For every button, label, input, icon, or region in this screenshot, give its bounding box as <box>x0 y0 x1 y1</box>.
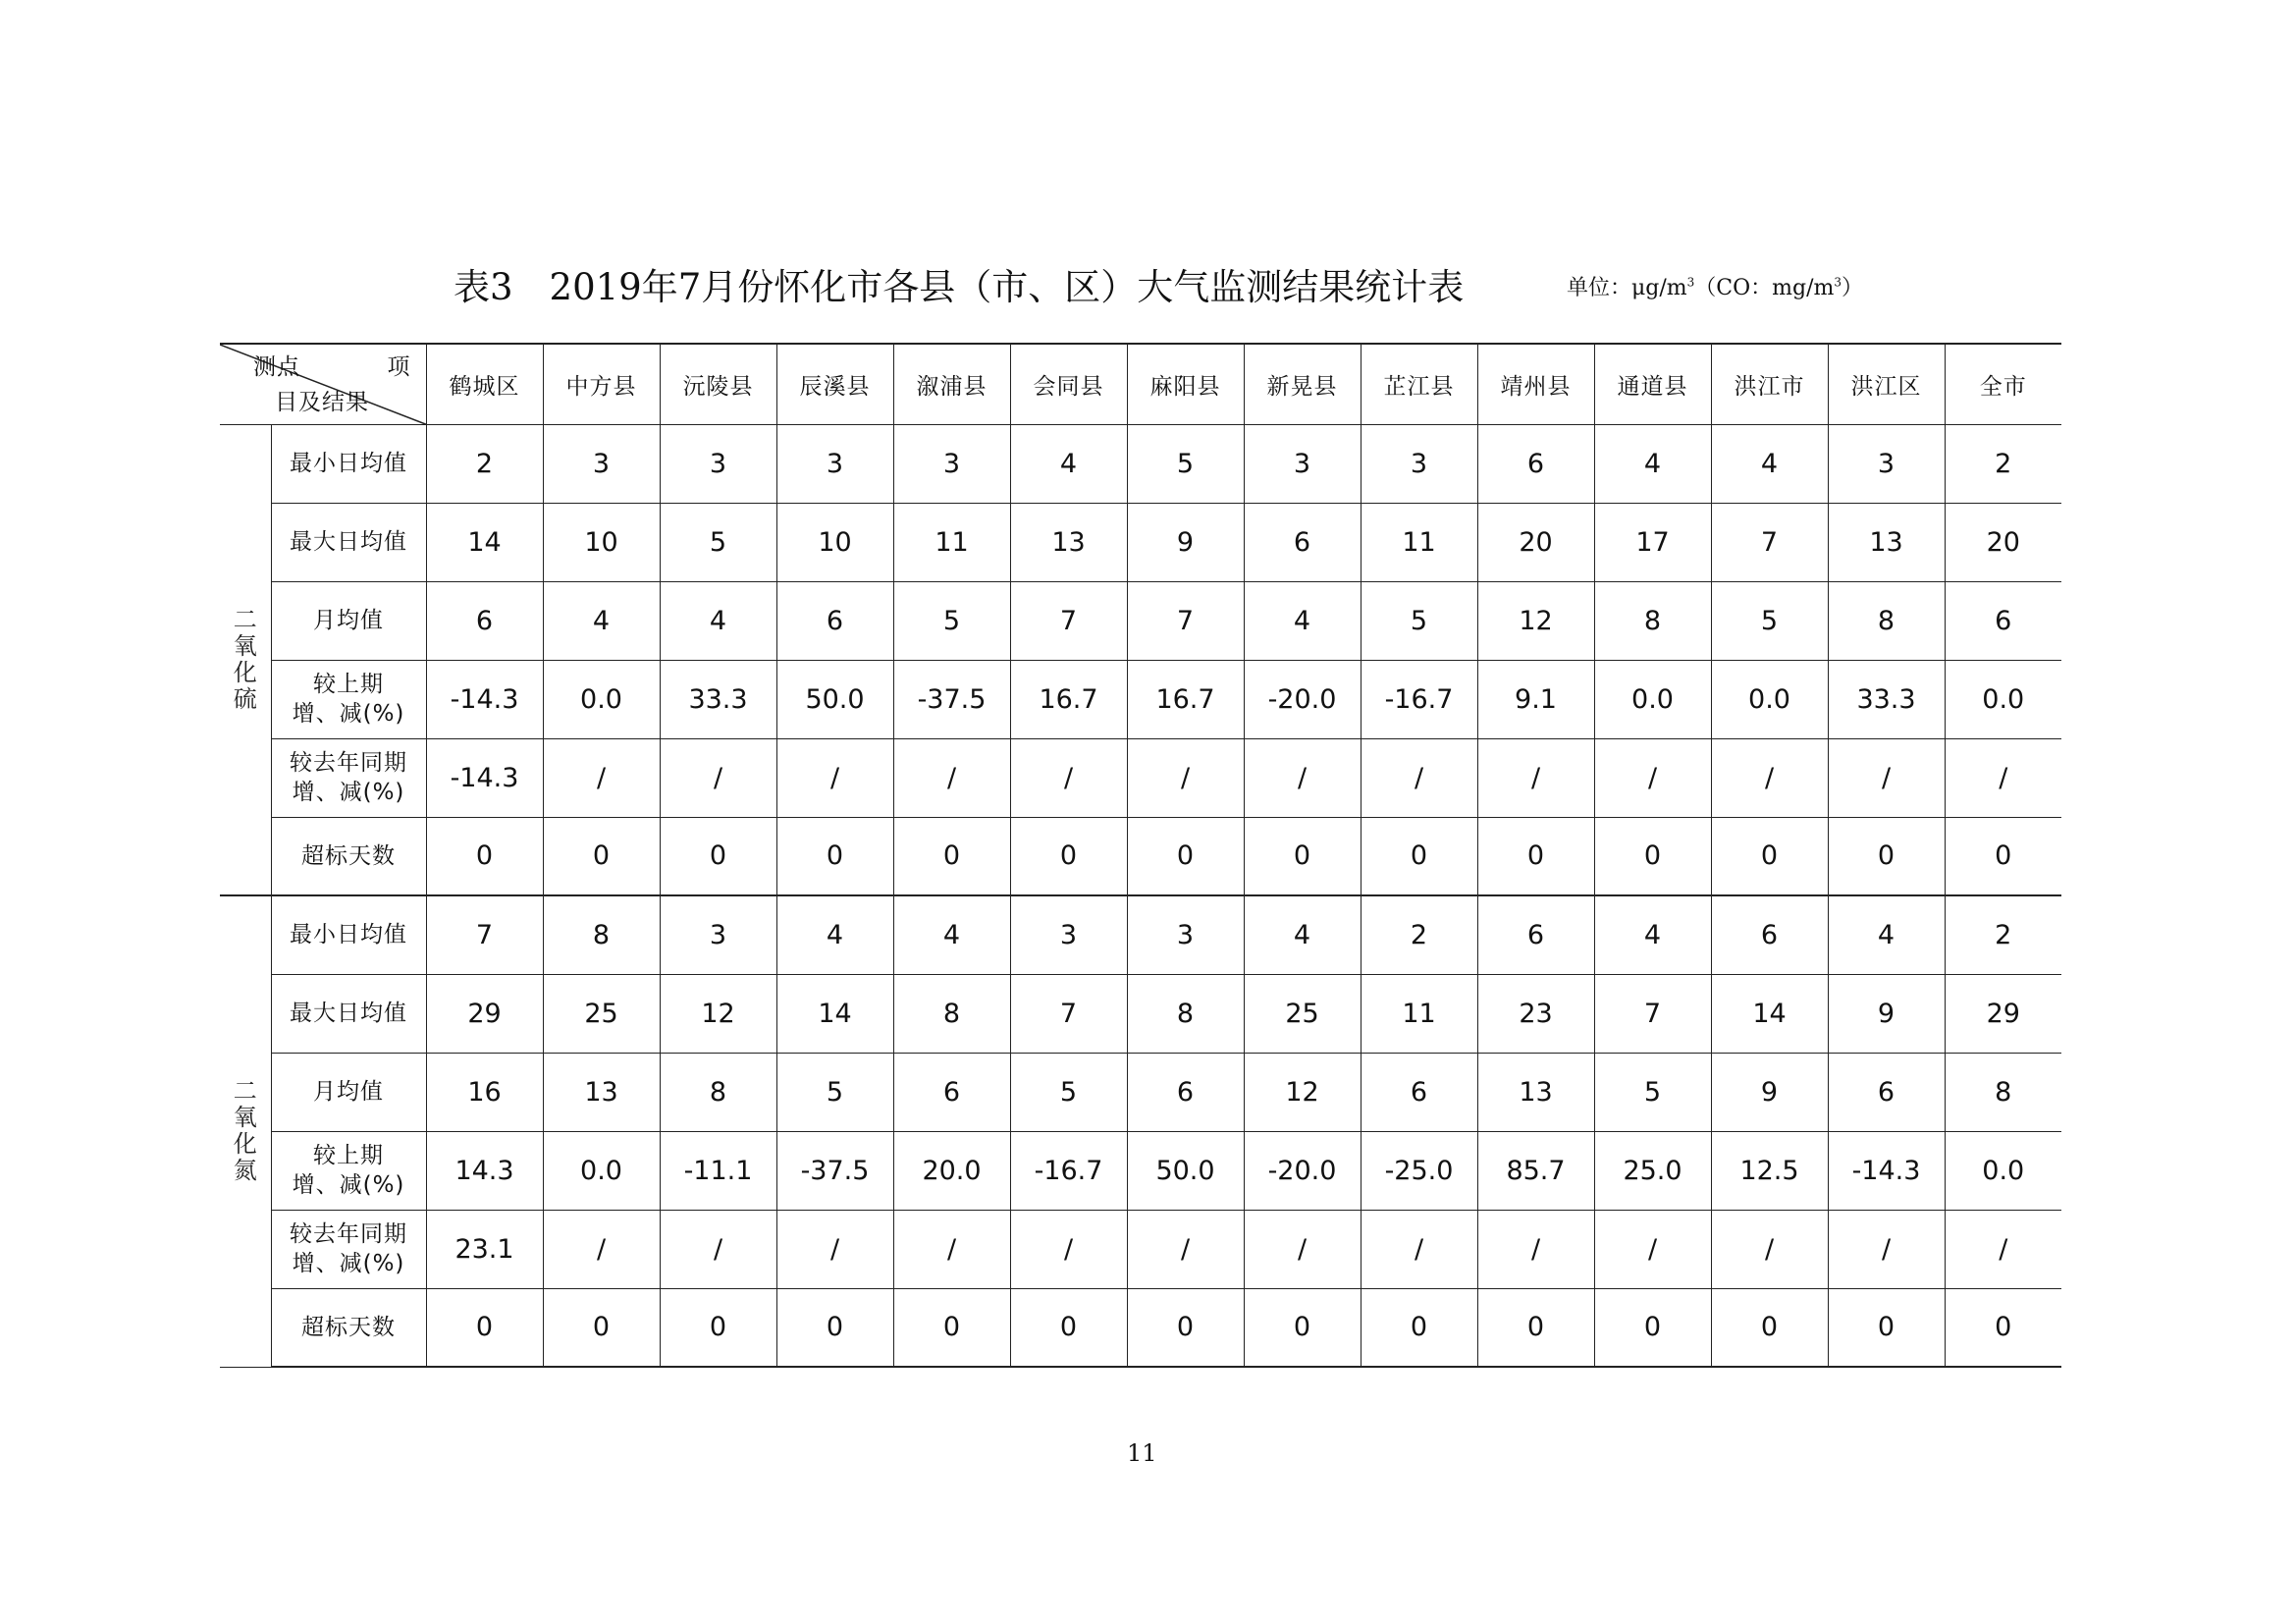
value-cell: 12 <box>1477 581 1594 660</box>
value-cell: 3 <box>1127 895 1244 974</box>
value-cell: 9 <box>1828 974 1945 1053</box>
value-cell: 7 <box>1010 581 1127 660</box>
value-cell: 7 <box>426 895 543 974</box>
row-label-line2: 增、减(%) <box>292 1172 405 1198</box>
value-cell: 0.0 <box>543 1131 660 1210</box>
row-label: 月均值 <box>271 581 426 660</box>
county-header-8: 芷江县 <box>1361 344 1477 424</box>
unit-middle: （CO：mg/m <box>1694 276 1835 300</box>
value-cell: 12 <box>660 974 776 1053</box>
value-cell: 17 <box>1594 503 1711 581</box>
value-cell: -25.0 <box>1361 1131 1477 1210</box>
value-cell: / <box>1828 1210 1945 1288</box>
value-cell: 16.7 <box>1010 660 1127 738</box>
value-cell: 0 <box>1127 817 1244 895</box>
row-label <box>271 738 426 817</box>
value-cell: 4 <box>1244 581 1361 660</box>
value-cell: 4 <box>660 581 776 660</box>
value-cell: 6 <box>893 1053 1010 1131</box>
value-cell: 0 <box>1594 1288 1711 1367</box>
value-cell: 3 <box>1010 895 1127 974</box>
corner-label-station: 测点 <box>253 354 300 380</box>
unit-note <box>1567 271 1863 301</box>
value-cell: 6 <box>776 581 893 660</box>
value-cell: 11 <box>1361 974 1477 1053</box>
row-label-line1: 较去年同期 <box>290 750 407 776</box>
value-cell: 3 <box>1244 424 1361 503</box>
value-cell: 7 <box>1010 974 1127 1053</box>
table-header-row <box>220 344 2061 424</box>
row-label: 最小日均值 <box>271 895 426 974</box>
county-header-2: 沅陵县 <box>660 344 776 424</box>
value-cell: 6 <box>1477 895 1594 974</box>
row-label: 超标天数 <box>271 1288 426 1367</box>
value-cell: / <box>1711 738 1828 817</box>
corner-label-results: 目及结果 <box>275 390 369 415</box>
row-label-line2: 增、减(%) <box>292 701 405 727</box>
row-label: 最大日均值 <box>271 503 426 581</box>
row-label <box>271 1210 426 1288</box>
value-cell: 14.3 <box>426 1131 543 1210</box>
value-cell: / <box>1711 1210 1828 1288</box>
unit-suffix: ） <box>1842 276 1864 300</box>
value-cell: 13 <box>543 1053 660 1131</box>
value-cell: 3 <box>543 424 660 503</box>
value-cell: -37.5 <box>893 660 1010 738</box>
value-cell: 0 <box>1477 1288 1594 1367</box>
value-cell: 20 <box>1477 503 1594 581</box>
value-cell: / <box>776 738 893 817</box>
value-cell: 0 <box>893 817 1010 895</box>
value-cell: 23 <box>1477 974 1594 1053</box>
pollutant-group-label <box>220 895 271 1367</box>
table-row <box>220 738 2061 817</box>
value-cell: 20 <box>1945 503 2061 581</box>
value-cell: 0 <box>1127 1288 1244 1367</box>
value-cell: -16.7 <box>1010 1131 1127 1210</box>
value-cell: 8 <box>660 1053 776 1131</box>
header-corner-cell <box>220 344 426 424</box>
value-cell: 5 <box>893 581 1010 660</box>
value-cell: 16 <box>426 1053 543 1131</box>
value-cell: / <box>1361 1210 1477 1288</box>
value-cell: -20.0 <box>1244 1131 1361 1210</box>
value-cell: 4 <box>1828 895 1945 974</box>
value-cell: 5 <box>1127 424 1244 503</box>
pollutant-name: 二氧化硫 <box>233 605 257 713</box>
county-header-13: 全市 <box>1945 344 2061 424</box>
value-cell: 0 <box>776 1288 893 1367</box>
row-label <box>271 1131 426 1210</box>
value-cell: 0 <box>426 1288 543 1367</box>
value-cell: 0 <box>660 1288 776 1367</box>
value-cell: 50.0 <box>1127 1131 1244 1210</box>
row-label: 月均值 <box>271 1053 426 1131</box>
page-number: 11 <box>1127 1439 1157 1467</box>
value-cell: 6 <box>1361 1053 1477 1131</box>
value-cell: -14.3 <box>426 660 543 738</box>
value-cell: 4 <box>1244 895 1361 974</box>
value-cell: 9.1 <box>1477 660 1594 738</box>
value-cell: -11.1 <box>660 1131 776 1210</box>
table-row <box>220 1053 2061 1131</box>
value-cell: / <box>1828 738 1945 817</box>
value-cell: 4 <box>1594 424 1711 503</box>
value-cell: 6 <box>1711 895 1828 974</box>
value-cell: / <box>1945 1210 2061 1288</box>
value-cell: 3 <box>1828 424 1945 503</box>
row-label <box>271 660 426 738</box>
value-cell: 0 <box>1244 817 1361 895</box>
value-cell: 25 <box>1244 974 1361 1053</box>
value-cell: 0 <box>1477 817 1594 895</box>
value-cell: 0 <box>1711 817 1828 895</box>
value-cell: 10 <box>776 503 893 581</box>
value-cell: -14.3 <box>426 738 543 817</box>
pollutant-group-label <box>220 424 271 895</box>
row-label-line1: 较上期 <box>313 1143 384 1168</box>
air-monitoring-table <box>220 343 2061 1368</box>
value-cell: -20.0 <box>1244 660 1361 738</box>
value-cell: / <box>1477 1210 1594 1288</box>
county-header-0: 鹤城区 <box>426 344 543 424</box>
table-row <box>220 581 2061 660</box>
value-cell: / <box>1594 1210 1711 1288</box>
value-cell: 33.3 <box>660 660 776 738</box>
value-cell: / <box>1244 1210 1361 1288</box>
value-cell: 6 <box>1244 503 1361 581</box>
value-cell: 4 <box>1711 424 1828 503</box>
value-cell: / <box>1127 1210 1244 1288</box>
value-cell: 11 <box>1361 503 1477 581</box>
table-row <box>220 895 2061 974</box>
value-cell: / <box>1244 738 1361 817</box>
value-cell: 5 <box>1594 1053 1711 1131</box>
county-header-6: 麻阳县 <box>1127 344 1244 424</box>
value-cell: 6 <box>1477 424 1594 503</box>
value-cell: 3 <box>1361 424 1477 503</box>
value-cell: -37.5 <box>776 1131 893 1210</box>
value-cell: 13 <box>1010 503 1127 581</box>
county-header-4: 溆浦县 <box>893 344 1010 424</box>
value-cell: / <box>893 1210 1010 1288</box>
value-cell: / <box>1361 738 1477 817</box>
value-cell: 0.0 <box>1711 660 1828 738</box>
value-cell: 6 <box>426 581 543 660</box>
value-cell: 0 <box>1361 817 1477 895</box>
value-cell: 25 <box>543 974 660 1053</box>
value-cell: 8 <box>893 974 1010 1053</box>
value-cell: 5 <box>776 1053 893 1131</box>
pollutant-name: 二氧化氮 <box>233 1077 257 1185</box>
value-cell: 0 <box>1828 817 1945 895</box>
table-title-row <box>220 257 2065 316</box>
county-header-11: 洪江市 <box>1711 344 1828 424</box>
county-header-3: 辰溪县 <box>776 344 893 424</box>
value-cell: / <box>1945 738 2061 817</box>
value-cell: 2 <box>426 424 543 503</box>
value-cell: 14 <box>776 974 893 1053</box>
value-cell: 0 <box>1711 1288 1828 1367</box>
value-cell: 3 <box>660 424 776 503</box>
table-row <box>220 503 2061 581</box>
value-cell: / <box>1010 1210 1127 1288</box>
value-cell: 6 <box>1828 1053 1945 1131</box>
row-label: 超标天数 <box>271 817 426 895</box>
value-cell: 7 <box>1594 974 1711 1053</box>
value-cell: 2 <box>1361 895 1477 974</box>
value-cell: 0 <box>1010 1288 1127 1367</box>
table-row <box>220 974 2061 1053</box>
value-cell: 13 <box>1477 1053 1594 1131</box>
row-label: 最小日均值 <box>271 424 426 503</box>
value-cell: 3 <box>776 424 893 503</box>
county-header-9: 靖州县 <box>1477 344 1594 424</box>
value-cell: 5 <box>660 503 776 581</box>
value-cell: 0 <box>1945 817 2061 895</box>
county-header-10: 通道县 <box>1594 344 1711 424</box>
value-cell: 0 <box>1828 1288 1945 1367</box>
value-cell: 20.0 <box>893 1131 1010 1210</box>
value-cell: / <box>893 738 1010 817</box>
value-cell: 6 <box>1945 581 2061 660</box>
table-row <box>220 1210 2061 1288</box>
value-cell: 4 <box>1594 895 1711 974</box>
value-cell: / <box>1010 738 1127 817</box>
value-cell: 2 <box>1945 424 2061 503</box>
value-cell: 2 <box>1945 895 2061 974</box>
value-cell: 16.7 <box>1127 660 1244 738</box>
corner-label-item: 项 <box>387 354 410 380</box>
value-cell: 4 <box>543 581 660 660</box>
value-cell: 8 <box>1945 1053 2061 1131</box>
value-cell: 23.1 <box>426 1210 543 1288</box>
value-cell: / <box>660 738 776 817</box>
value-cell: 3 <box>660 895 776 974</box>
value-cell: 8 <box>1594 581 1711 660</box>
value-cell: 8 <box>543 895 660 974</box>
row-label-line1: 较上期 <box>313 672 384 697</box>
table-row <box>220 1131 2061 1210</box>
unit-prefix: 单位：μg/m <box>1567 276 1687 300</box>
value-cell: 8 <box>1828 581 1945 660</box>
value-cell: 0.0 <box>1945 660 2061 738</box>
value-cell: 12 <box>1244 1053 1361 1131</box>
row-label-line2: 增、减(%) <box>292 1251 405 1276</box>
value-cell: 5 <box>1711 581 1828 660</box>
value-cell: / <box>776 1210 893 1288</box>
value-cell: 0 <box>543 817 660 895</box>
value-cell: 5 <box>1010 1053 1127 1131</box>
table-row <box>220 660 2061 738</box>
value-cell: / <box>1127 738 1244 817</box>
value-cell: -16.7 <box>1361 660 1477 738</box>
value-cell: / <box>1477 738 1594 817</box>
value-cell: 6 <box>1127 1053 1244 1131</box>
value-cell: 11 <box>893 503 1010 581</box>
value-cell: 14 <box>1711 974 1828 1053</box>
value-cell: 0 <box>426 817 543 895</box>
value-cell: 14 <box>426 503 543 581</box>
value-cell: 85.7 <box>1477 1131 1594 1210</box>
value-cell: 4 <box>1010 424 1127 503</box>
table-row <box>220 1288 2061 1367</box>
value-cell: 33.3 <box>1828 660 1945 738</box>
value-cell: 29 <box>1945 974 2061 1053</box>
value-cell: 8 <box>1127 974 1244 1053</box>
value-cell: 50.0 <box>776 660 893 738</box>
value-cell: 0 <box>660 817 776 895</box>
value-cell: 13 <box>1828 503 1945 581</box>
value-cell: / <box>1594 738 1711 817</box>
value-cell: / <box>660 1210 776 1288</box>
value-cell: 0.0 <box>1594 660 1711 738</box>
table-row <box>220 424 2061 503</box>
row-label-line1: 较去年同期 <box>290 1221 407 1247</box>
value-cell: 0 <box>776 817 893 895</box>
county-header-12: 洪江区 <box>1828 344 1945 424</box>
row-label: 最大日均值 <box>271 974 426 1053</box>
value-cell: 0 <box>1244 1288 1361 1367</box>
county-header-5: 会同县 <box>1010 344 1127 424</box>
value-cell: 25.0 <box>1594 1131 1711 1210</box>
value-cell: 0 <box>543 1288 660 1367</box>
value-cell: 12.5 <box>1711 1131 1828 1210</box>
county-header-1: 中方县 <box>543 344 660 424</box>
value-cell: 0 <box>1594 817 1711 895</box>
value-cell: / <box>543 738 660 817</box>
value-cell: -14.3 <box>1828 1131 1945 1210</box>
value-cell: 9 <box>1711 1053 1828 1131</box>
county-header-7: 新晃县 <box>1244 344 1361 424</box>
row-label-line2: 增、减(%) <box>292 780 405 805</box>
value-cell: 3 <box>893 424 1010 503</box>
value-cell: 4 <box>893 895 1010 974</box>
value-cell: 0 <box>1010 817 1127 895</box>
value-cell: 0 <box>1945 1288 2061 1367</box>
value-cell: 4 <box>776 895 893 974</box>
table-title: 表3 2019年7月份怀化市各县（市、区）大气监测结果统计表 <box>454 266 1465 308</box>
value-cell: 0.0 <box>543 660 660 738</box>
value-cell: 0 <box>1361 1288 1477 1367</box>
value-cell: 0 <box>893 1288 1010 1367</box>
table-row <box>220 817 2061 895</box>
unit-superscript-2: 3 <box>1834 275 1842 290</box>
value-cell: 9 <box>1127 503 1244 581</box>
value-cell: 7 <box>1711 503 1828 581</box>
value-cell: 29 <box>426 974 543 1053</box>
value-cell: 7 <box>1127 581 1244 660</box>
value-cell: 0.0 <box>1945 1131 2061 1210</box>
value-cell: 5 <box>1361 581 1477 660</box>
value-cell: / <box>543 1210 660 1288</box>
value-cell: 10 <box>543 503 660 581</box>
unit-superscript-1: 3 <box>1686 275 1695 290</box>
